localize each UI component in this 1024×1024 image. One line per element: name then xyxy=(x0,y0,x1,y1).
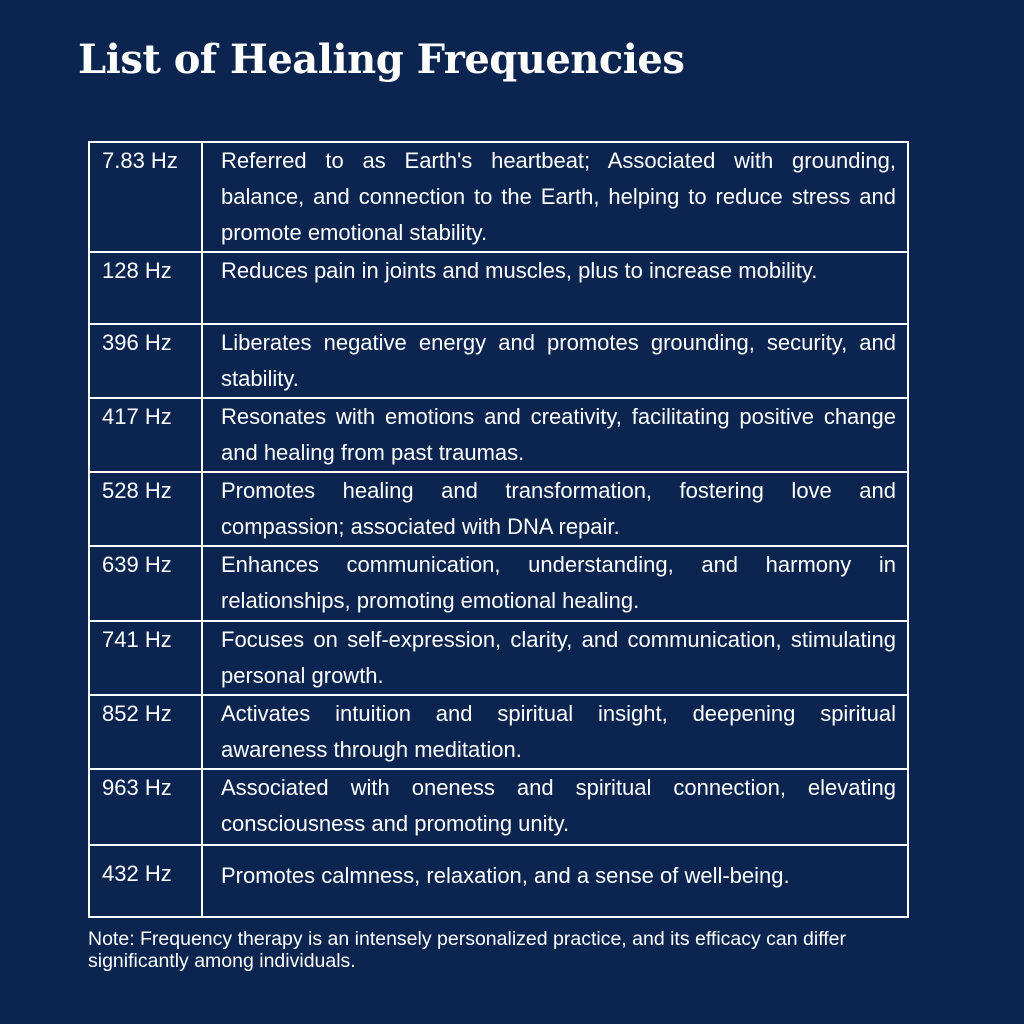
frequency-cell: 963 Hz xyxy=(89,769,202,845)
description-cell: Promotes calmness, relaxation, and a sense of well-being. xyxy=(202,845,908,917)
description-cell: Reduces pain in joints and muscles, plus to increase mobility. xyxy=(202,252,908,324)
page-title: List of Healing Frequencies xyxy=(78,36,685,83)
description-cell: Resonates with emotions and creativity, facilitating positive change and healing from past traumas. xyxy=(202,398,908,472)
table-row xyxy=(89,695,908,769)
table-row xyxy=(89,621,908,695)
table-row xyxy=(89,472,908,546)
table-row xyxy=(89,142,908,252)
description-cell: Promotes healing and transformation, fostering love and compassion; associated with DNA repair. xyxy=(202,472,908,546)
disclaimer-note: Note: Frequency therapy is an intensely personalized practice, and its efficacy can differ significantly among individuals. xyxy=(88,928,847,972)
table-row xyxy=(89,324,908,398)
table-row xyxy=(89,845,908,917)
table-row xyxy=(89,252,908,324)
description-cell: Referred to as Earth's heartbeat; Associated with grounding, balance, and connection to the Earth, helping to reduce stress and promote emotional stability. xyxy=(202,142,908,252)
description-cell: Associated with oneness and spiritual connection, elevating consciousness and promoting unity. xyxy=(202,769,908,845)
frequency-cell: 741 Hz xyxy=(89,621,202,695)
description-cell: Focuses on self-expression, clarity, and communication, stimulating personal growth. xyxy=(202,621,908,695)
frequency-cell: 639 Hz xyxy=(89,546,202,621)
table-row xyxy=(89,546,908,621)
table-row xyxy=(89,398,908,472)
frequency-cell: 432 Hz xyxy=(89,845,202,917)
table-row xyxy=(89,769,908,845)
description-cell: Activates intuition and spiritual insight, deepening spiritual awareness through meditation. xyxy=(202,695,908,769)
frequency-cell: 417 Hz xyxy=(89,398,202,472)
frequency-cell: 852 Hz xyxy=(89,695,202,769)
description-cell: Enhances communication, understanding, and harmony in relationships, promoting emotional healing. xyxy=(202,546,908,621)
frequency-cell: 7.83 Hz xyxy=(89,142,202,252)
frequency-table xyxy=(88,141,909,918)
frequency-cell: 128 Hz xyxy=(89,252,202,324)
description-cell: Liberates negative energy and promotes grounding, security, and stability. xyxy=(202,324,908,398)
frequency-cell: 528 Hz xyxy=(89,472,202,546)
frequency-cell: 396 Hz xyxy=(89,324,202,398)
